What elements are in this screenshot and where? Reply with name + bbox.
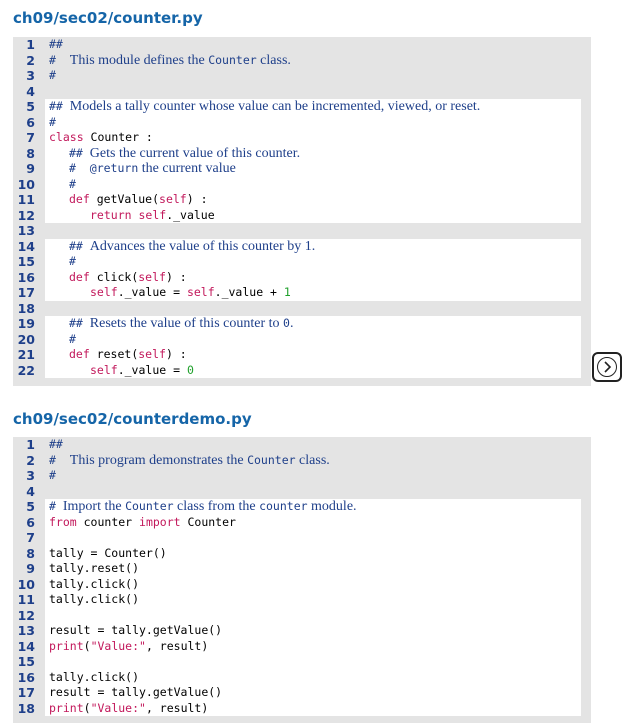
token-plain: , result) xyxy=(145,638,209,653)
code-line xyxy=(13,239,591,255)
code-line xyxy=(13,285,591,301)
line-number: 2 xyxy=(26,52,35,68)
token-mono: counter xyxy=(259,499,308,513)
code-line xyxy=(13,561,591,577)
code-text xyxy=(45,347,581,363)
line-number: 20 xyxy=(17,331,35,347)
token-plain: click( xyxy=(89,269,139,284)
token-text: class. xyxy=(256,52,291,68)
token-plain: tally.click() xyxy=(49,669,140,684)
code-line xyxy=(13,53,591,69)
token-hash: # xyxy=(49,499,63,513)
chevron-right-icon xyxy=(597,357,617,377)
code-text xyxy=(45,515,581,531)
code-line xyxy=(13,270,591,286)
token-text: class from the xyxy=(173,499,260,514)
code-text xyxy=(45,301,581,317)
token-mono: @return xyxy=(89,161,139,175)
code-text xyxy=(45,270,581,286)
token-text: This module defines the xyxy=(69,52,209,68)
token-plain: tally = Counter() xyxy=(49,545,167,560)
token-hash: # xyxy=(69,331,76,346)
code-text xyxy=(45,701,581,717)
token-kw: self xyxy=(186,285,215,299)
line-number: 9 xyxy=(26,161,35,176)
token-plain: ._value = xyxy=(117,362,187,377)
code-line xyxy=(13,577,591,593)
token-plain: ._value xyxy=(166,207,215,222)
code-text xyxy=(45,468,581,484)
code-line xyxy=(13,208,591,224)
token-plain: tally.click() xyxy=(49,576,140,591)
code-text xyxy=(45,285,581,301)
code-listing-counter xyxy=(13,37,591,386)
token-plain: Counter : xyxy=(83,130,153,144)
code-text xyxy=(45,577,581,593)
code-line xyxy=(13,37,591,53)
token-kw: def xyxy=(69,192,90,206)
code-line xyxy=(13,316,591,332)
code-line xyxy=(13,608,591,624)
token-kw: self xyxy=(90,362,118,377)
code-line xyxy=(13,68,591,84)
line-number: 10 xyxy=(17,576,35,592)
token-text: the current value xyxy=(138,161,236,176)
token-plain: ( xyxy=(83,700,91,715)
line-number: 18 xyxy=(17,300,35,316)
token-str: "Value:" xyxy=(90,638,146,653)
line-number: 16 xyxy=(17,669,35,685)
token-hash: ## xyxy=(69,316,90,330)
token-mono: Counter xyxy=(125,499,174,513)
token-num: 1 xyxy=(283,285,291,299)
line-number: 8 xyxy=(26,545,35,561)
line-number: 19 xyxy=(17,316,35,331)
token-plain: ._value = xyxy=(117,285,187,299)
token-text: module. xyxy=(307,499,357,514)
token-hash: ## xyxy=(69,145,90,160)
token-plain: counter xyxy=(76,514,140,529)
line-number: 22 xyxy=(17,362,35,378)
code-text xyxy=(45,99,581,115)
code-text xyxy=(45,623,581,639)
token-hash: # xyxy=(49,114,56,129)
code-text xyxy=(45,670,581,686)
code-line xyxy=(13,701,591,717)
line-number: 5 xyxy=(26,499,35,514)
line-number: 1 xyxy=(26,437,35,452)
token-plain: reset( xyxy=(89,347,139,361)
line-number: 13 xyxy=(17,223,35,238)
token-plain: tally.reset() xyxy=(49,561,140,575)
code-text xyxy=(45,239,581,255)
line-number: 4 xyxy=(26,83,35,99)
code-text xyxy=(45,84,581,100)
token-hash: # xyxy=(49,468,56,482)
line-number: 12 xyxy=(17,607,35,623)
token-kw: self xyxy=(138,269,166,284)
code-text xyxy=(45,332,581,348)
code-listing-counterdemo xyxy=(13,437,591,723)
code-line xyxy=(13,161,591,177)
line-number: 2 xyxy=(26,452,35,468)
line-number: 6 xyxy=(26,514,35,530)
code-line xyxy=(13,254,591,270)
token-plain: Counter xyxy=(180,514,236,529)
token-text: This program demonstrates the xyxy=(69,452,248,468)
line-number: 3 xyxy=(26,68,35,83)
token-kw: from xyxy=(49,514,77,529)
line-number: 11 xyxy=(17,592,35,607)
token-hash: # xyxy=(49,52,70,67)
token-hash: # xyxy=(69,254,76,268)
code-text xyxy=(45,639,581,655)
code-line xyxy=(13,115,591,131)
token-kw: print xyxy=(49,638,84,653)
code-text xyxy=(45,37,581,53)
token-kw: import xyxy=(139,514,181,529)
code-line xyxy=(13,130,591,146)
line-number: 6 xyxy=(26,114,35,130)
token-hash: ## xyxy=(49,37,63,51)
line-number: 7 xyxy=(26,530,35,545)
line-number: 17 xyxy=(17,685,35,700)
code-text xyxy=(45,254,581,270)
code-line xyxy=(13,685,591,701)
code-line xyxy=(13,301,591,317)
line-number: 1 xyxy=(26,37,35,52)
code-line xyxy=(13,99,591,115)
code-line xyxy=(13,363,591,379)
code-line xyxy=(13,84,591,100)
code-line xyxy=(13,623,591,639)
token-hash: # xyxy=(49,452,70,467)
token-hash: ## xyxy=(69,238,90,253)
code-text xyxy=(45,316,581,332)
token-mono: Counter xyxy=(208,52,257,67)
code-text xyxy=(45,177,581,193)
line-number: 17 xyxy=(17,285,35,300)
token-text: Advances the value of this counter by 1. xyxy=(89,238,316,254)
code-text xyxy=(45,115,581,131)
code-text xyxy=(45,363,581,379)
token-plain: tally.click() xyxy=(49,592,140,606)
file-title-counter: ch09/sec02/counter.py xyxy=(13,9,203,27)
code-line xyxy=(13,592,591,608)
token-hash: ## xyxy=(49,99,70,113)
token-hash: # xyxy=(69,161,90,175)
code-text xyxy=(45,437,581,453)
token-kw: self xyxy=(138,347,166,361)
token-mono: Counter xyxy=(247,452,296,467)
token-plain: ) : xyxy=(165,269,187,284)
code-text xyxy=(45,592,581,608)
token-plain: ) : xyxy=(186,192,208,206)
code-text xyxy=(45,654,581,670)
token-num: 0 xyxy=(186,362,194,377)
token-text: . xyxy=(289,316,294,331)
code-line xyxy=(13,515,591,531)
code-line xyxy=(13,146,591,162)
token-text: Resets the value of this counter to xyxy=(89,316,284,331)
token-plain: result = tally.getValue() xyxy=(49,623,223,637)
code-line xyxy=(13,332,591,348)
line-number: 16 xyxy=(17,269,35,285)
next-button[interactable] xyxy=(592,352,622,382)
code-text xyxy=(45,130,581,146)
code-line xyxy=(13,670,591,686)
token-hash: # xyxy=(49,68,56,82)
token-kw: return xyxy=(90,207,132,222)
token-kw: self xyxy=(159,192,187,206)
code-line xyxy=(13,468,591,484)
code-text xyxy=(45,608,581,624)
line-number: 11 xyxy=(17,192,35,207)
code-line xyxy=(13,654,591,670)
token-plain: ) : xyxy=(165,347,187,361)
line-number: 12 xyxy=(17,207,35,223)
token-str: "Value:" xyxy=(90,700,146,715)
code-line xyxy=(13,639,591,655)
code-line xyxy=(13,347,591,363)
code-line xyxy=(13,546,591,562)
code-text xyxy=(45,68,581,84)
code-text xyxy=(45,561,581,577)
line-number: 21 xyxy=(17,347,35,362)
code-text xyxy=(45,161,581,177)
token-plain: result = tally.getValue() xyxy=(49,685,223,699)
token-plain: , result) xyxy=(145,700,209,715)
token-text: Gets the current value of this counter. xyxy=(89,145,301,161)
token-kw: def xyxy=(69,269,90,284)
token-plain: getValue( xyxy=(89,192,160,206)
line-number: 15 xyxy=(17,654,35,669)
token-kw: class xyxy=(49,130,84,144)
code-text xyxy=(45,192,581,208)
token-hash: ## xyxy=(49,437,63,451)
line-number: 4 xyxy=(26,483,35,499)
code-line xyxy=(13,223,591,239)
code-text xyxy=(45,546,581,562)
line-number: 18 xyxy=(17,700,35,716)
line-number: 8 xyxy=(26,145,35,161)
code-text xyxy=(45,484,581,500)
code-text xyxy=(45,685,581,701)
line-number: 7 xyxy=(26,130,35,145)
token-hash: # xyxy=(69,176,76,191)
code-text xyxy=(45,146,581,162)
file-title-counterdemo: ch09/sec02/counterdemo.py xyxy=(13,410,252,428)
token-kw: print xyxy=(49,700,84,715)
code-text xyxy=(45,453,581,469)
code-text xyxy=(45,208,581,224)
token-text: Import the xyxy=(62,499,126,514)
code-line xyxy=(13,499,591,515)
code-line xyxy=(13,530,591,546)
code-text xyxy=(45,223,581,239)
token-plain: ( xyxy=(83,638,91,653)
code-line xyxy=(13,437,591,453)
code-line xyxy=(13,484,591,500)
code-text xyxy=(45,499,581,515)
line-number: 3 xyxy=(26,468,35,483)
code-line xyxy=(13,453,591,469)
token-plain: ._value + xyxy=(214,285,284,299)
line-number: 13 xyxy=(17,623,35,638)
line-number: 14 xyxy=(17,238,35,254)
line-number: 10 xyxy=(17,176,35,192)
code-line xyxy=(13,177,591,193)
code-text xyxy=(45,53,581,69)
token-mono: 0 xyxy=(283,316,290,330)
line-number: 9 xyxy=(26,561,35,576)
code-line xyxy=(13,192,591,208)
token-text: class. xyxy=(295,452,330,468)
token-kw: def xyxy=(69,347,90,361)
token-kw: self xyxy=(138,207,167,222)
line-number: 15 xyxy=(17,254,35,269)
token-text: Models a tally counter whose value can be incremented, viewed, or reset. xyxy=(69,99,481,114)
code-text xyxy=(45,530,581,546)
token-kw: self xyxy=(90,285,118,299)
line-number: 14 xyxy=(17,638,35,654)
line-number: 5 xyxy=(26,99,35,114)
